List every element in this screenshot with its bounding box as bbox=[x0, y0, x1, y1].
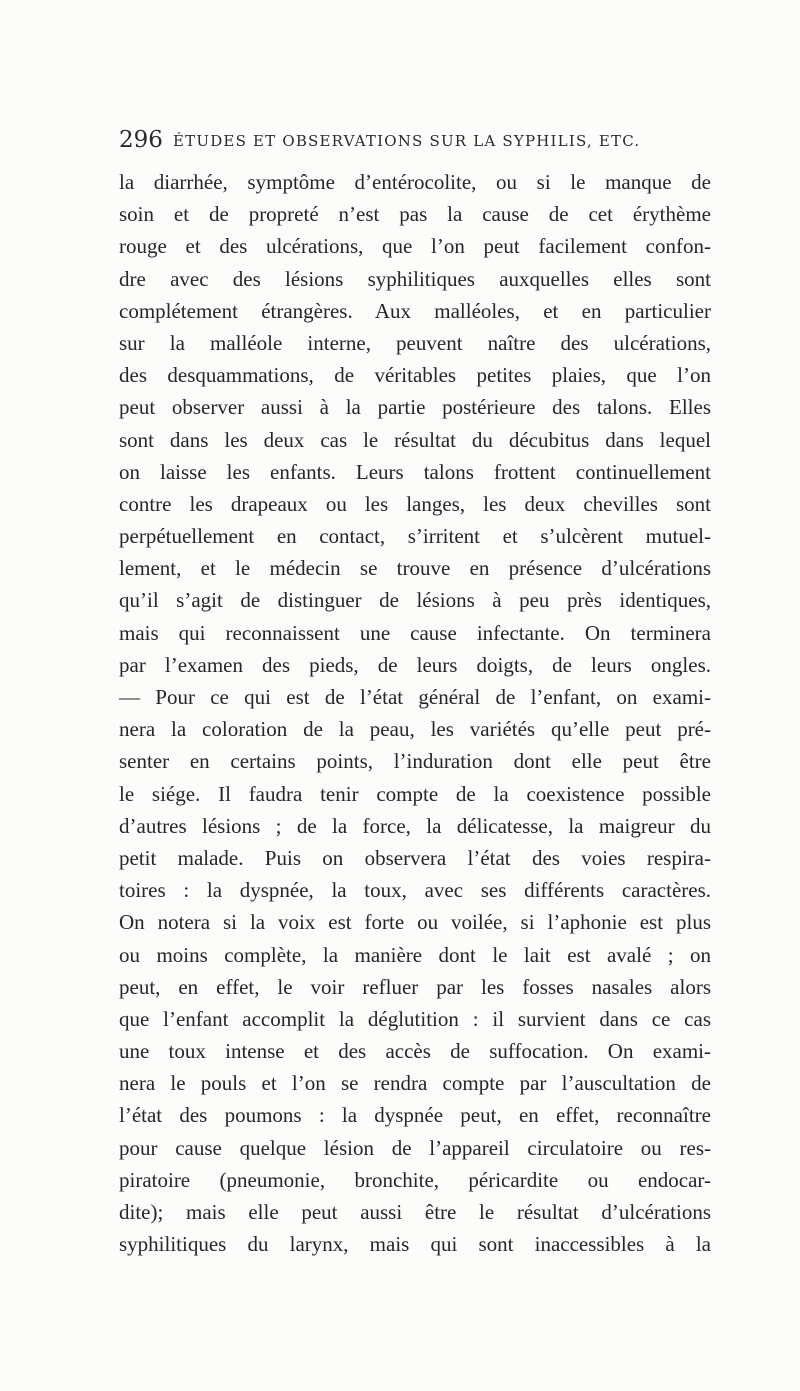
text-line: dre avec des lésions syphilitiques auxquelles elles sont bbox=[119, 266, 711, 291]
text-line: une toux intense et des accès de suffocation. On exami- bbox=[119, 1039, 711, 1064]
text-line: mais qui reconnaissent une cause infectante. On terminera bbox=[119, 620, 711, 645]
text-line: rouge et des ulcérations, que l’on peut facilement confon- bbox=[119, 234, 711, 259]
text-line: petit malade. Puis on observera l’état des voies respira- bbox=[119, 845, 711, 870]
text-line: contre les drapeaux ou les langes, les deux chevilles sont bbox=[119, 491, 711, 516]
text-line: dite); mais elle peut aussi être le résultat d’ulcérations bbox=[119, 1200, 711, 1224]
running-head bbox=[119, 126, 711, 156]
text-line: d’autres lésions ; de la force, la délicatesse, la maigreur du bbox=[119, 813, 711, 838]
text-line: l’état des poumons : la dyspnée peut, en effet, reconnaître bbox=[119, 1103, 711, 1128]
text-line: soin et de propreté n’est pas la cause de cet érythème bbox=[119, 202, 711, 227]
text-line: par l’examen des pieds, de leurs doigts, de leurs ongles. bbox=[119, 652, 711, 677]
text-line: sont dans les deux cas le résultat du décubitus dans lequel bbox=[119, 427, 711, 452]
text-line: nera le pouls et l’on se rendra compte par l’auscultation de bbox=[119, 1071, 711, 1096]
text-line: ou moins complète, la manière dont le lait est avalé ; on bbox=[119, 942, 711, 967]
text-line: lement, et le médecin se trouve en présence d’ulcérations bbox=[119, 556, 711, 581]
text-line: la diarrhée, symptôme d’entérocolite, ou si le manque de bbox=[119, 170, 711, 194]
text-line: syphilitiques du larynx, mais qui sont inaccessibles à la bbox=[119, 1232, 711, 1257]
text-line: On notera si la voix est forte ou voilée, si l’aphonie est plus bbox=[119, 910, 711, 935]
text-line: qu’il s’agit de distinguer de lésions à peu près identiques, bbox=[119, 588, 711, 613]
text-line: perpétuellement en contact, s’irritent et s’ulcèrent mutuel- bbox=[119, 524, 711, 549]
text-line: que l’enfant accomplit la déglutition : il survient dans ce cas bbox=[119, 1006, 711, 1031]
text-line: — Pour ce qui est de l’état général de l’enfant, on exami- bbox=[119, 685, 711, 709]
text-line: complétement étrangères. Aux malléoles, et en particulier bbox=[119, 298, 711, 323]
text-line: des desquammations, de véritables petites plaies, que l’on bbox=[119, 363, 711, 388]
text-line: on laisse les enfants. Leurs talons frottent continuellement bbox=[119, 459, 711, 484]
text-line: sur la malléole interne, peuvent naître des ulcérations, bbox=[119, 330, 711, 355]
text-line: le siége. Il faudra tenir compte de la coexistence possible bbox=[119, 781, 711, 806]
text-line: piratoire (pneumonie, bronchite, péricardite ou endocar- bbox=[119, 1167, 711, 1192]
text-line: pour cause quelque lésion de l’appareil circulatoire ou res- bbox=[119, 1135, 711, 1160]
text-line: peut, en effet, le voir refluer par les fosses nasales alors bbox=[119, 974, 711, 999]
text-line: peut observer aussi à la partie postérieure des talons. Elles bbox=[119, 395, 711, 420]
page-number: 296 bbox=[119, 127, 163, 153]
text-line: toires : la dyspnée, la toux, avec ses différents caractères. bbox=[119, 878, 711, 903]
text-line: nera la coloration de la peau, les variétés qu’elle peut pré- bbox=[119, 717, 711, 742]
body-text bbox=[119, 166, 711, 1260]
running-title: ÉTUDES ET OBSERVATIONS SUR LA SYPHILIS, ETC. bbox=[173, 132, 641, 150]
text-line: senter en certains points, l’induration dont elle peut être bbox=[119, 749, 711, 774]
